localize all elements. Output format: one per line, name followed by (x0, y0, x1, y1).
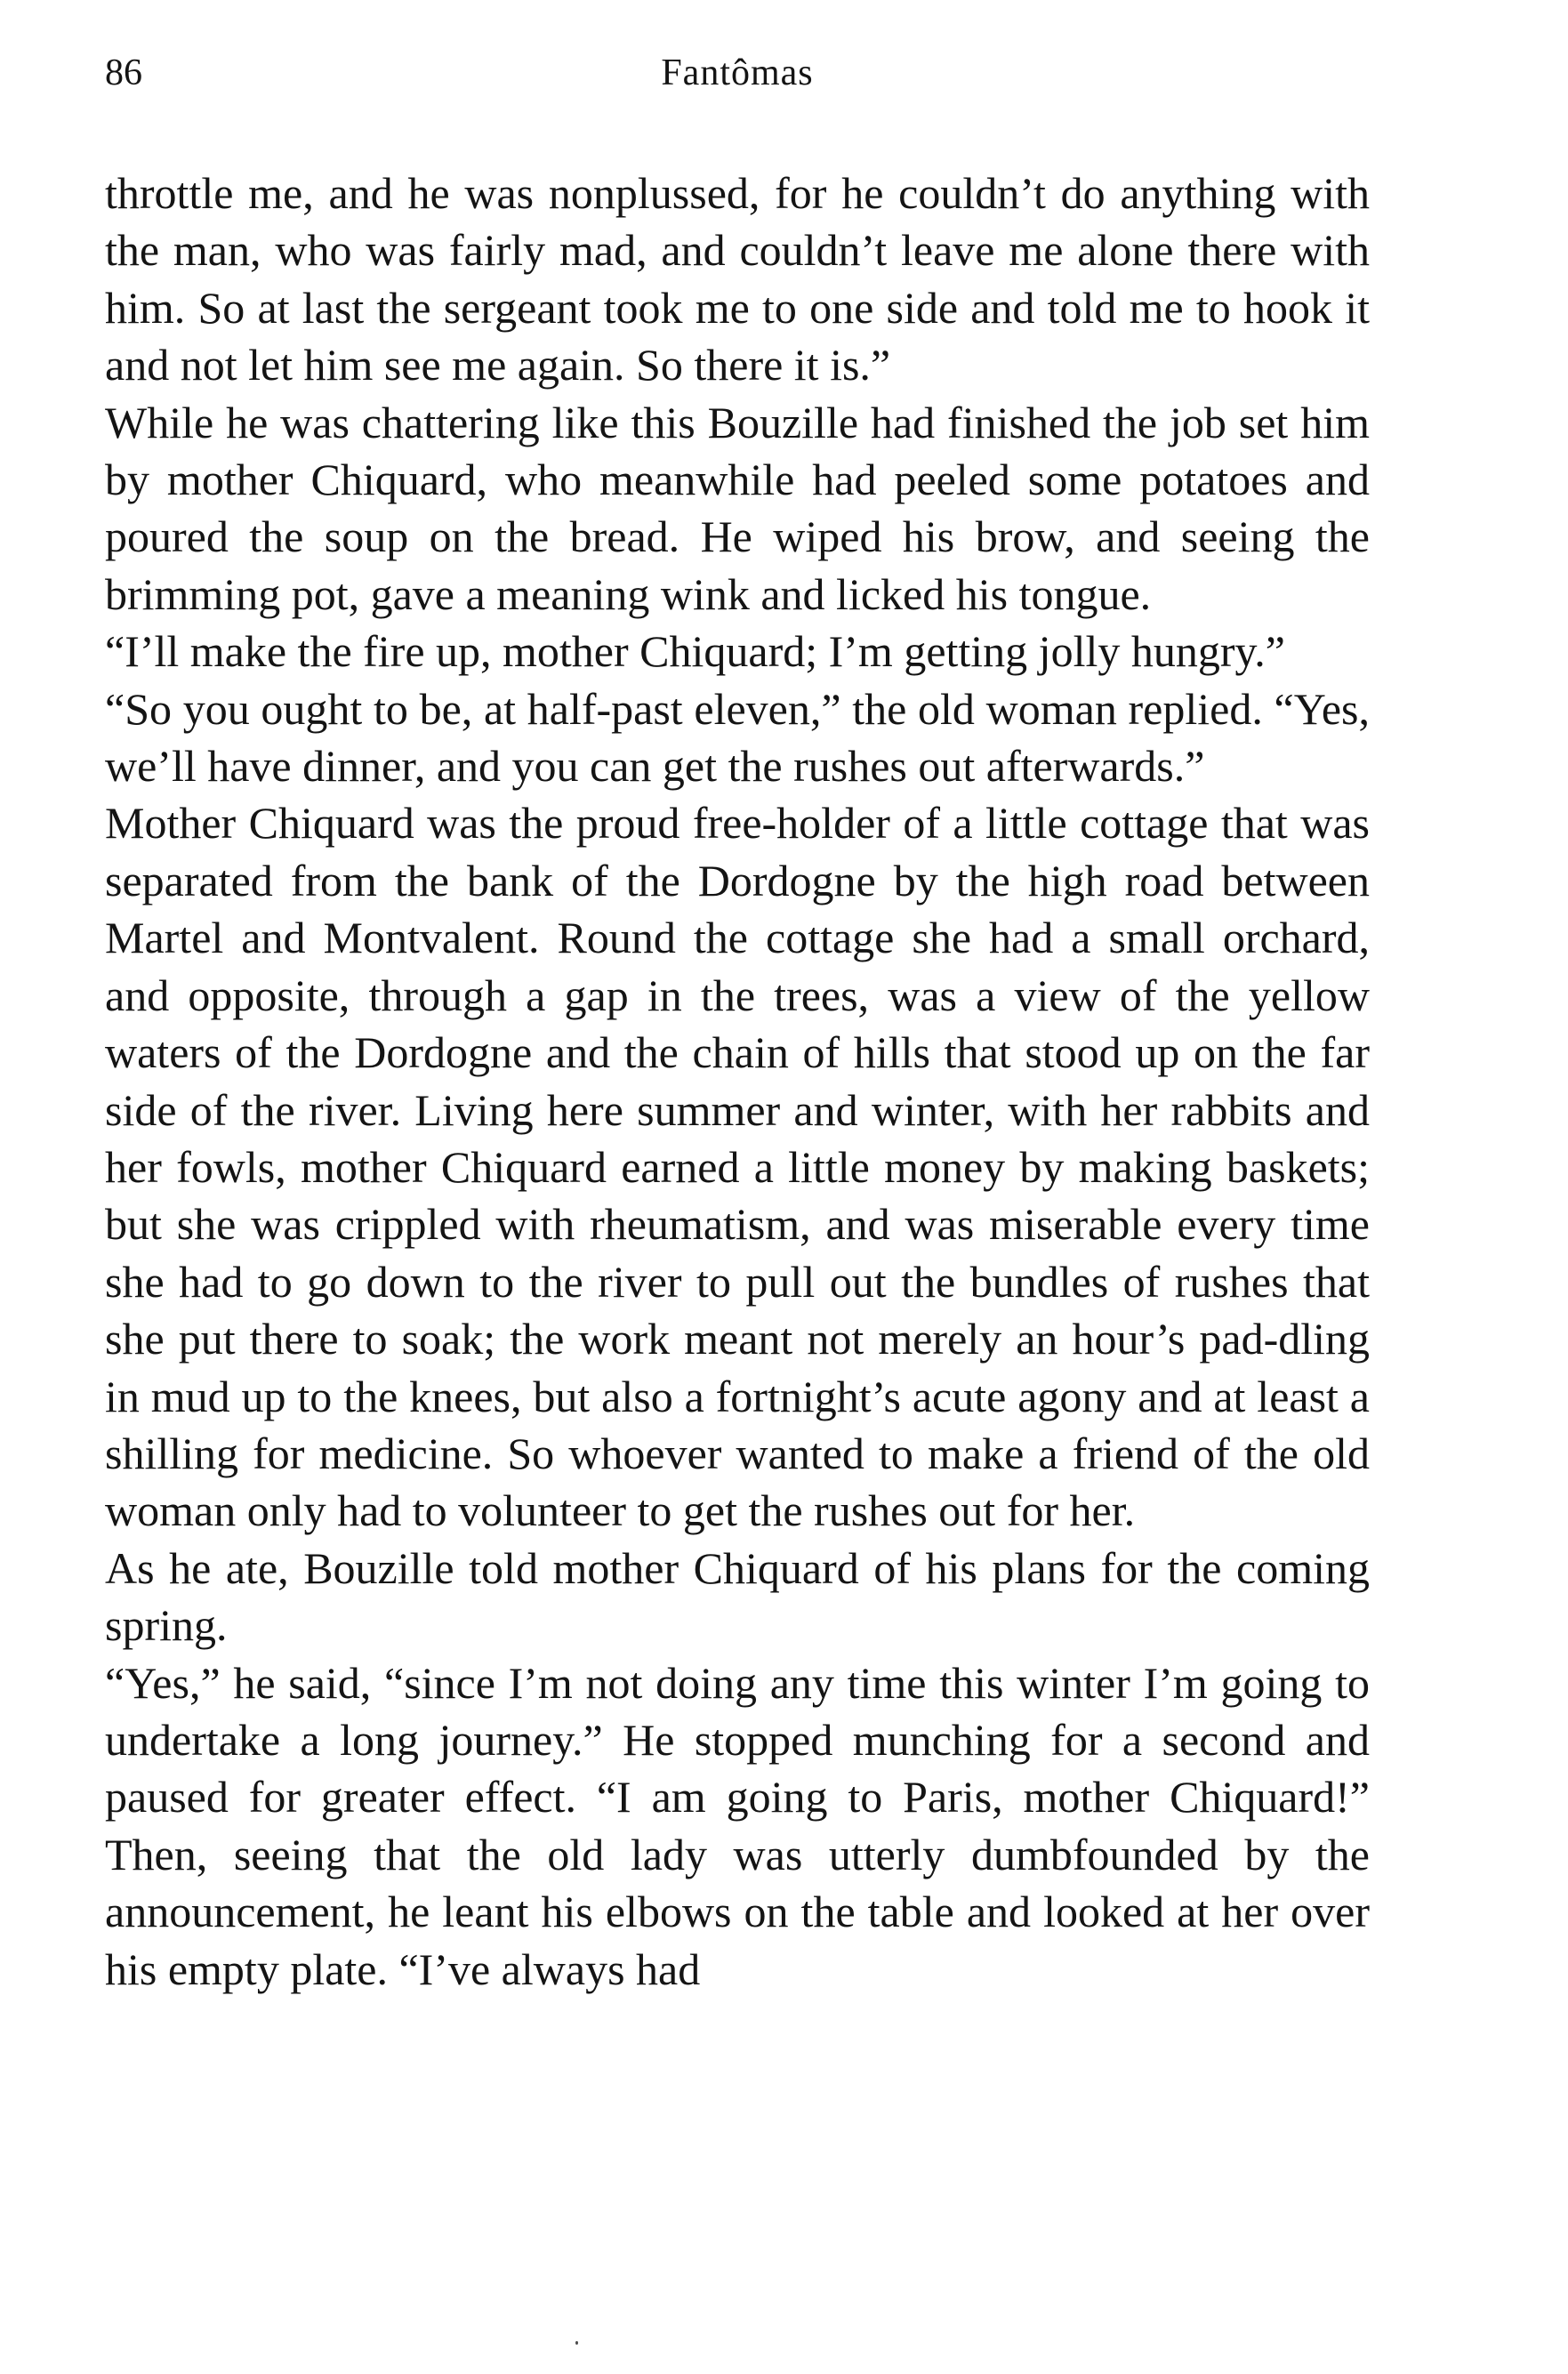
paragraph: As he ate, Bouzille told mother Chiquard of his plans for the coming spring. (105, 1542, 1370, 1651)
running-head (105, 46, 1370, 100)
paragraph: “I’ll make the fire up, mother Chiquard; I’m getting jolly hungry.” (105, 626, 1285, 677)
scan-speck (575, 2341, 578, 2345)
page-number: 86 (105, 52, 142, 93)
paragraph: Mother Chiquard was the proud free-holder of a little cottage that was separated from the bank of the Dordogne by the high road between Martel and Montvalent. Round the cottage she had a small orchard, and opposite, through a gap in the trees, was a view of the yellow waters of the Dordogne and the chain of hills that stood up on the far side of the river. Living here summer and winter, with her rabbits and her fowls, mother Chiquard earned a little money by making baskets; but she was crippled with rheumatism, and was miserable every time she had to go down to the river to pull out the bundles of rushes that she put there to soak; the work meant not merely an hour’s pad-dling in mud up to the knees, but also a fortnight’s acute agony and at least a shilling for medicine. So whoever wanted to make a friend of the old woman only had to volunteer to get the rushes out for her. (105, 798, 1370, 1536)
running-title: Fantômas (661, 52, 814, 93)
paragraph: While he was chattering like this Bouzille had finished the job set him by mother Chiquard, who meanwhile had peeled some potatoes and poured the soup on the bread. He wiped his brow, and seeing the brimming pot, gave a meaning wink and licked his tongue. (105, 397, 1370, 619)
paragraph: “Yes,” he said, “since I’m not doing any time this winter I’m going to undertake a long journey.” He stopped munching for a second and paused for greater effect. “I am going to Paris, mother Chiquard!” Then, seeing that the old lady was utterly dumbfounded by the announcement, he leant his elbows on the table and looked at her over his empty plate. “I’ve always had (105, 1657, 1370, 1994)
paragraph: “So you ought to be, at half-past eleven,” the old woman replied. “Yes, we’ll have dinner, and you can get the rushes out afterwards.” (105, 683, 1370, 792)
paragraph: throttle me, and he was nonplussed, for he couldn’t do anything with the man, who was fairly mad, and couldn’t leave me alone there with him. So at last the sergeant took me to one side and told me to hook it and not let him see me again. So there it is.” (105, 168, 1370, 390)
body-text (105, 165, 1370, 1998)
